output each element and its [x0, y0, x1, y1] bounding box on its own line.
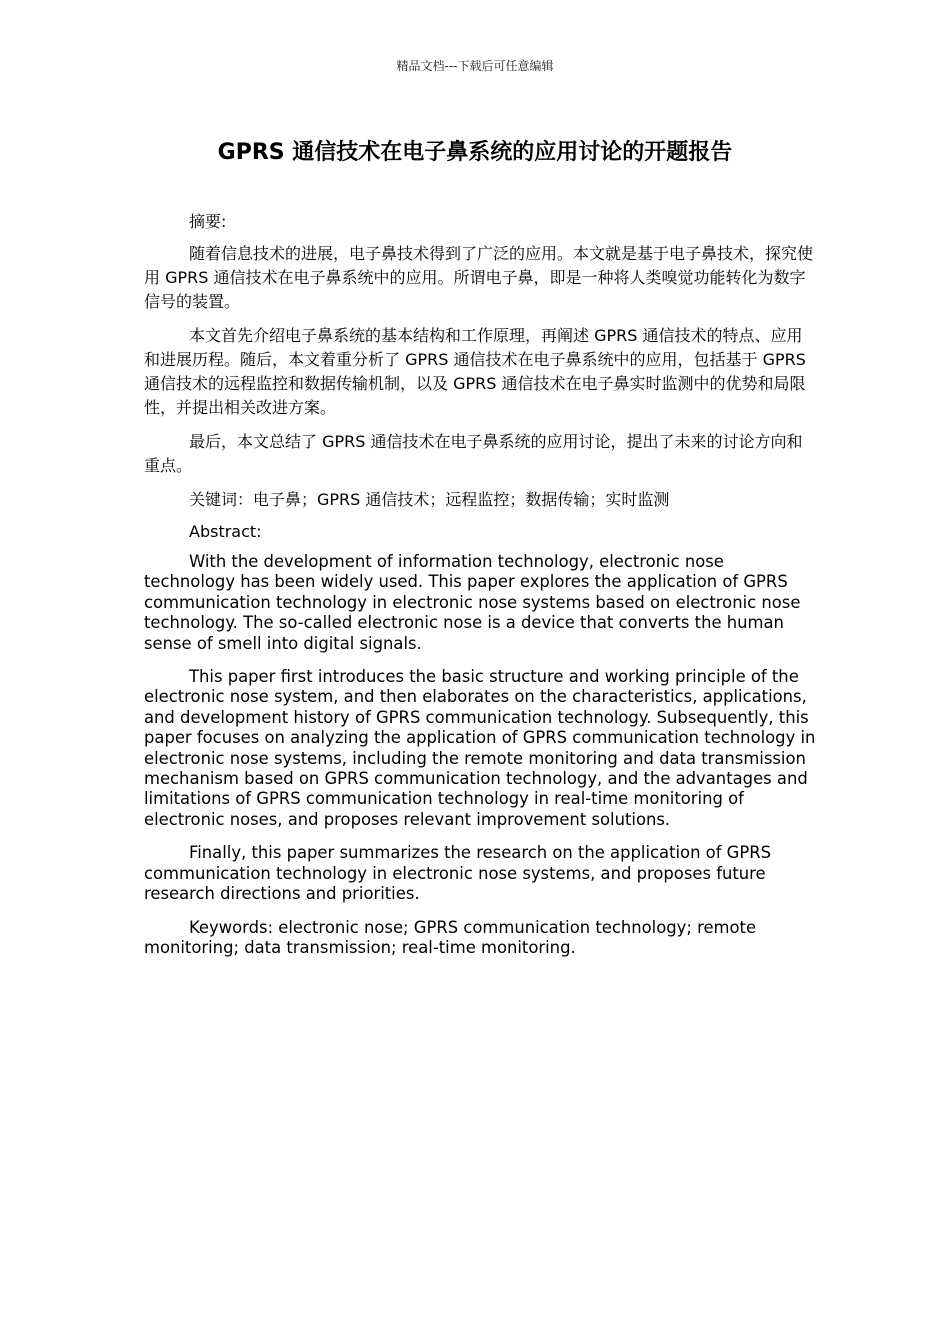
english-keywords: Keywords: electronic nose; GPRS communication technology; remote monitoring; data transmission; real-time monitoring. — [144, 917, 757, 957]
document-title: GPRS 通信技术在电子鼻系统的应用讨论的开题报告 — [217, 140, 733, 165]
chinese-abstract-paragraph-2: 本文首先介绍电子鼻系统的基本结构和工作原理，再阐述 GPRS 通信技术的特点、应用和进展历程。随后，本文着重分析了 GPRS 通信技术在电子鼻系统中的应用，包括基于 GPRS 通信技术的远程监控和数据传输机制，以及 GPRS 通信技术在电子鼻实时监测中的优势和局限性，并提出相关改进方案。 — [144, 326, 806, 417]
english-abstract-label: Abstract: — [189, 522, 262, 541]
chinese-keywords: 关键词：电子鼻；GPRS 通信技术；远程监控；数据传输；实时监测 — [189, 490, 670, 509]
chinese-abstract-paragraph-3: 最后，本文总结了 GPRS 通信技术在电子鼻系统的应用讨论，提出了未来的讨论方向和重点。 — [144, 432, 803, 475]
chinese-abstract-paragraph-1: 随着信息技术的进展，电子鼻技术得到了广泛的应用。本文就是基于电子鼻技术，探究使用 GPRS 通信技术在电子鼻系统中的应用。所谓电子鼻，即是一种将人类嗅觉功能转化为数字信号的装置。 — [144, 244, 814, 311]
page-header: 精品文档---下载后可任意编辑 — [396, 59, 554, 73]
english-abstract-paragraph-3: Finally, this paper summarizes the research on the application of GPRS communication technology in electronic nose systems, and proposes future research directions and priorities. — [144, 843, 772, 904]
english-abstract-paragraph-1: With the development of information technology, electronic nose technology has been widely used. This paper explores the application of GPRS communication technology in electronic nose systems based on electronic nose technology. The so-called electronic nose is a device that converts the human sense of smell into digital signals. — [144, 552, 801, 653]
english-abstract-paragraph-2: This paper first introduces the basic structure and working principle of the electronic nose system, and then elaborates on the characteristics, applications, and development history of GPRS communication technology. Subsequently, this paper focuses on analyzing the application of GPRS communication technology in electronic nose systems, including the remote monitoring and data transmission mechanism based on GPRS communication technology, and the advantages and limitations of GPRS communication technology in real-time monitoring of electronic noses, and proposes relevant improvement solutions. — [144, 667, 816, 829]
document-body — [144, 210, 816, 971]
chinese-abstract-label: 摘要: — [189, 212, 227, 231]
